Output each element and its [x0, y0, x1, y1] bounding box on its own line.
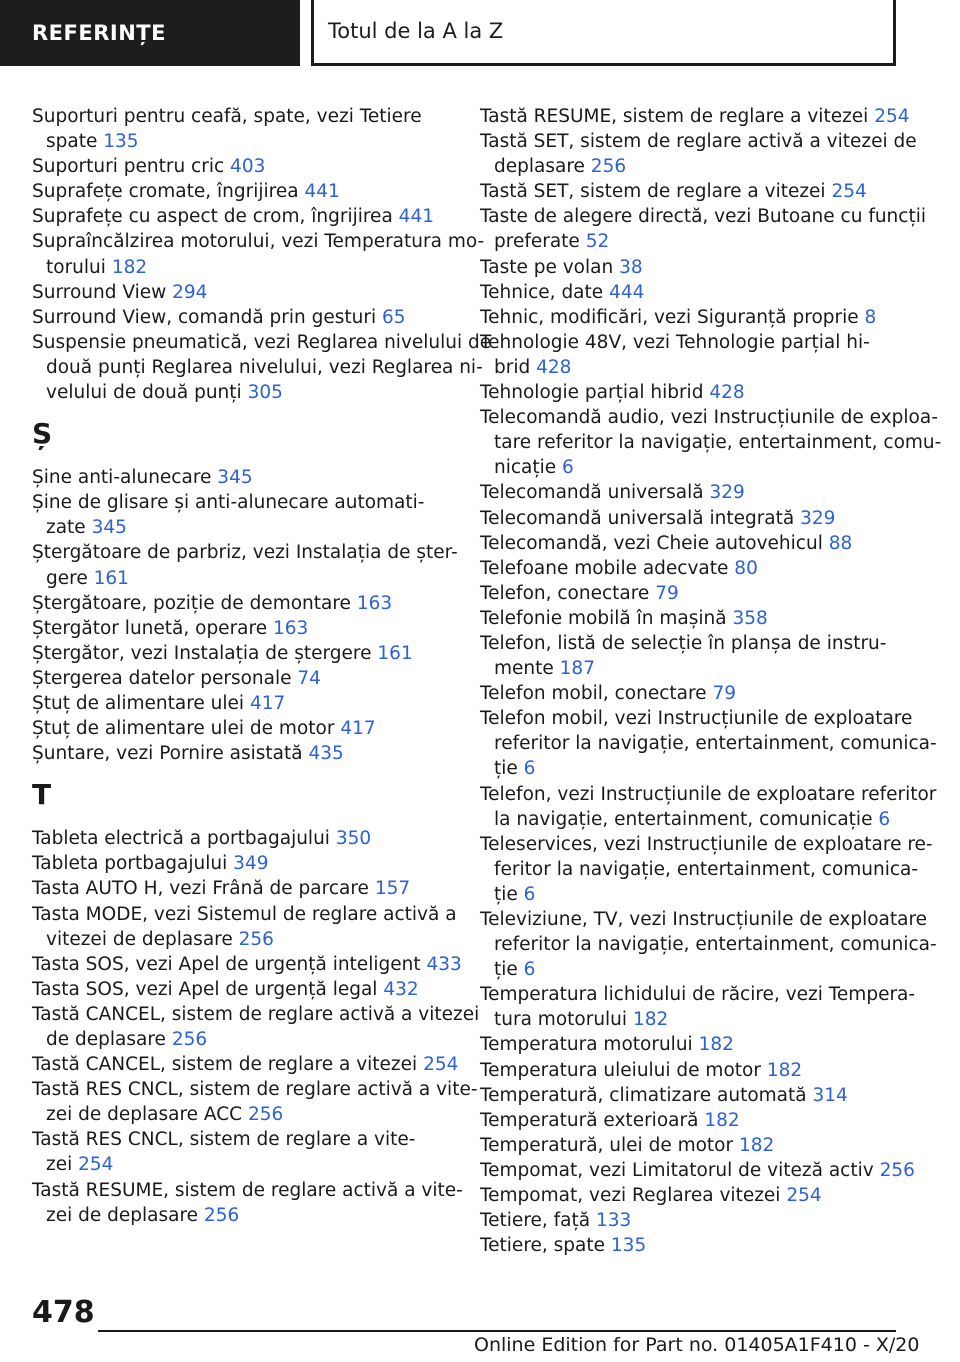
index-entry: [480, 631, 910, 681]
entry-text: Ștergătoare de parbriz, vezi Instalația de șter-: [32, 542, 458, 564]
index-entry: [480, 330, 910, 380]
entry-text: Telefon mobil, vezi Instrucțiunile de exploatare: [480, 708, 913, 730]
page-link[interactable]: 135: [610, 1235, 647, 1257]
entry-text: Telefon, conectare: [480, 582, 650, 604]
entry-text: brid: [494, 356, 531, 378]
index-entry: [32, 540, 458, 590]
page-link[interactable]: 358: [732, 607, 768, 629]
entry-text: Șine de glisare și anti-alunecare automati-: [32, 492, 425, 514]
entry-text: Telecomandă, vezi Cheie autovehicul: [480, 532, 823, 554]
page-link[interactable]: 161: [377, 642, 413, 664]
section-tab: REFERINȚE: [0, 0, 300, 66]
entry-text: Tehnologie parțial hibrid: [480, 382, 704, 404]
index-entry: [480, 506, 910, 531]
entry-text: Tastă RESUME, sistem de reglare a vitezei: [480, 106, 869, 127]
index-entry: [480, 129, 917, 179]
entry-text: Tastă RES CNCL, sistem de reglare a vite-: [32, 1129, 416, 1151]
entry-text: Temperatură, ulei de motor: [480, 1134, 734, 1156]
page-link[interactable]: 80: [734, 557, 758, 579]
entry-text: Tasta AUTO H, vezi Frână de parcare: [32, 878, 369, 900]
index-entry: [480, 581, 910, 606]
entry-text: zei de deplasare: [46, 1204, 199, 1226]
index-entry: [480, 1058, 910, 1083]
entry-text: Tempomat, vezi Reglarea vitezei: [480, 1185, 781, 1207]
page-link[interactable]: 79: [655, 582, 679, 604]
page-link[interactable]: 254: [786, 1185, 822, 1207]
index-entry: [480, 1183, 910, 1208]
entry-text: Telefon, vezi Instrucțiunile de exploatare referitor: [480, 783, 937, 805]
index-entry: [32, 490, 452, 540]
entry-text: Temperatura uleiului de motor: [480, 1059, 761, 1081]
page-link[interactable]: 88: [828, 532, 853, 554]
entry-text: Temperatură exterioară: [480, 1109, 699, 1131]
entry-text: Tehnic, modificări, vezi Siguranță proprie: [480, 306, 859, 328]
page-link[interactable]: 163: [272, 617, 309, 639]
page-link[interactable]: 135: [103, 131, 139, 153]
page-link[interactable]: 161: [93, 567, 129, 589]
index-entry: [480, 982, 916, 1032]
entry-text: Tableta portbagajului: [32, 853, 228, 875]
index-entry: [32, 826, 452, 851]
index-letter-heading: T: [32, 778, 52, 812]
entry-text: Șine anti-alunecare: [32, 467, 212, 489]
index-entry: [32, 1077, 478, 1127]
page-link[interactable]: 432: [383, 978, 419, 1000]
page-link[interactable]: 428: [709, 382, 745, 404]
entry-text: Supraîncălzirea motorului, vezi Temperatura mo-: [32, 231, 485, 253]
index-entry: [32, 691, 452, 716]
index-entry: [480, 280, 910, 305]
entry-text: Suporturi pentru ceafă, spate, vezi Tetiere: [32, 106, 422, 127]
index-entry: [32, 330, 492, 405]
index-entry: [32, 851, 452, 876]
footer-divider: [98, 1330, 896, 1332]
page-link[interactable]: 349: [233, 853, 269, 875]
page-link[interactable]: 256: [247, 1104, 284, 1126]
entry-text: Tasta SOS, vezi Apel de urgență legal: [32, 978, 378, 1000]
entry-text: Tasta MODE, vezi Sistemul de reglare activă a: [32, 903, 457, 925]
page-link[interactable]: 417: [340, 718, 376, 740]
header-title-box: [311, 0, 896, 66]
entry-text: torului: [46, 256, 106, 278]
index-entry: [32, 741, 452, 766]
entry-text: Teleservices, vezi Instrucțiunile de exploatare re-: [480, 833, 933, 855]
index-entry: [480, 1032, 910, 1057]
entry-text: Tetiere, față: [480, 1210, 591, 1232]
page-link[interactable]: 6: [562, 457, 574, 479]
index-entry: [480, 104, 910, 129]
index-entry: [32, 616, 452, 641]
entry-text: Taste pe volan: [480, 256, 614, 278]
entry-text: velului de două punți: [46, 382, 242, 404]
entry-text: spate: [46, 131, 98, 153]
index-entry: [480, 1083, 910, 1108]
page-link[interactable]: 74: [297, 667, 321, 689]
entry-text: Surround View: [32, 281, 167, 303]
entry-text: feritor la navigație, entertainment, comunica-: [494, 858, 919, 880]
index-entry: [480, 1108, 910, 1133]
entry-text: zei de deplasare ACC: [46, 1104, 243, 1126]
index-entry: [480, 782, 937, 832]
page-link[interactable]: 403: [230, 156, 266, 178]
index-entry: [32, 154, 452, 179]
page-link[interactable]: 345: [217, 467, 253, 489]
page-link[interactable]: 254: [874, 106, 910, 127]
page-title: Totul de la A la Z: [328, 19, 504, 43]
entry-text: două punți Reglarea nivelului, vezi Reglarea ni-: [46, 356, 483, 378]
index-entry: [32, 876, 452, 901]
page-link[interactable]: 441: [304, 181, 340, 203]
index-entry: [480, 480, 910, 505]
page-link[interactable]: 8: [864, 306, 877, 328]
page-link[interactable]: 182: [766, 1059, 803, 1081]
page-link[interactable]: 187: [559, 658, 595, 680]
page-link[interactable]: 182: [111, 256, 148, 278]
page-link[interactable]: 133: [596, 1210, 632, 1232]
page-link[interactable]: 428: [536, 356, 572, 378]
index-entry: [32, 902, 457, 952]
entry-text: Tempomat, vezi Limitatorul de viteză activ: [480, 1159, 874, 1181]
page-link[interactable]: 65: [382, 306, 406, 328]
page-link[interactable]: 6: [523, 883, 536, 905]
index-entry: [32, 716, 452, 741]
entry-text: ție: [494, 883, 518, 905]
page-link[interactable]: 329: [800, 507, 836, 529]
page-link[interactable]: 256: [203, 1204, 240, 1226]
index-entry: [480, 1233, 910, 1258]
index-entry: [32, 305, 452, 330]
page-link[interactable]: 182: [632, 1009, 669, 1031]
entry-text: Tastă CANCEL, sistem de reglare a vitezei: [32, 1054, 418, 1076]
index-entry: [480, 531, 910, 556]
index-entry: [32, 666, 452, 691]
footer-edition: Online Edition for Part no. 01405A1F410 - X/20: [474, 1334, 920, 1356]
index-entry: [32, 977, 452, 1002]
index-entry: [480, 1133, 910, 1158]
index-entry: [32, 280, 452, 305]
page-link[interactable]: 256: [171, 1029, 208, 1050]
index-entry: [480, 706, 937, 781]
entry-text: Ștergerea datelor personale: [32, 667, 292, 689]
entry-text: Telefoane mobile adecvate: [480, 557, 729, 579]
entry-text: Tastă SET, sistem de reglare a vitezei: [480, 181, 826, 203]
index-entry: [32, 465, 452, 490]
page-link[interactable]: 6: [878, 808, 891, 830]
page-number: 478: [32, 1295, 95, 1330]
entry-text: Temperatura motorului: [480, 1034, 693, 1056]
index-entry: [480, 681, 910, 706]
entry-text: referitor la navigație, entertainment, comunica-: [494, 934, 937, 956]
index-entry: [480, 606, 910, 631]
entry-text: Temperatură, climatizare automată: [480, 1084, 807, 1106]
index-entry: [32, 1178, 463, 1228]
entry-text: Taste de alegere directă, vezi Butoane cu funcții: [480, 206, 926, 228]
page-link[interactable]: 256: [879, 1159, 915, 1181]
index-entry: [480, 179, 910, 204]
entry-text: Ștuț de alimentare ulei de motor: [32, 718, 335, 740]
entry-text: Telecomandă universală integrată: [480, 507, 795, 529]
page-link[interactable]: 314: [812, 1084, 848, 1106]
page-link[interactable]: 52: [585, 231, 610, 253]
entry-text: zei: [46, 1154, 73, 1176]
entry-text: preferate: [494, 231, 580, 253]
page-link[interactable]: 435: [308, 743, 344, 765]
entry-text: gere: [46, 567, 88, 589]
index-entry: [480, 832, 933, 907]
entry-text: Telecomandă audio, vezi Instrucțiunile de exploa-: [480, 407, 938, 429]
entry-text: tura motorului: [494, 1009, 628, 1031]
index-entry: [32, 229, 485, 279]
page-link[interactable]: 163: [356, 592, 393, 614]
entry-text: mente: [494, 658, 554, 680]
index-entry: [32, 1052, 459, 1077]
index-entry: [480, 380, 910, 405]
page-link[interactable]: 79: [712, 683, 736, 705]
index-entry: [480, 305, 910, 330]
entry-text: Ștergător, vezi Instalația de ștergere: [32, 642, 372, 664]
index-column-right: [480, 104, 942, 1258]
entry-text: Suprafețe cromate, îngrijirea: [32, 181, 299, 203]
page-link[interactable]: 182: [704, 1109, 740, 1131]
index-entry: [32, 1127, 452, 1177]
entry-text: Suprafețe cu aspect de crom, îngrijirea: [32, 206, 393, 228]
page-link[interactable]: 254: [831, 181, 867, 203]
page-link[interactable]: 256: [238, 928, 274, 950]
page-link[interactable]: 417: [249, 692, 286, 714]
entry-text: Ștuț de alimentare ulei: [32, 692, 245, 714]
entry-text: Ștergătoare, poziție de demontare: [32, 592, 351, 614]
page-link[interactable]: 157: [374, 878, 411, 900]
index-entry: [32, 204, 452, 229]
page-link[interactable]: 294: [172, 281, 208, 303]
entry-text: referitor la navigație, entertainment, comunica-: [494, 733, 937, 755]
entry-text: Tehnice, date: [480, 281, 604, 303]
entry-text: Șuntare, vezi Pornire asistată: [32, 743, 303, 765]
entry-text: Telefon, listă de selecție în planșa de instru-: [480, 632, 887, 654]
index-entry: [32, 591, 452, 616]
page-link[interactable]: 256: [590, 156, 627, 178]
entry-text: Tasta SOS, vezi Apel de urgență inteligent: [32, 953, 421, 975]
entry-text: ție: [494, 758, 518, 780]
page-link[interactable]: 254: [78, 1154, 114, 1176]
entry-text: la navigație, entertainment, comunicație: [494, 808, 873, 830]
entry-text: nicație: [494, 457, 557, 479]
index-entry: [32, 179, 452, 204]
entry-text: Tastă CANCEL, sistem de reglare activă a vitezei: [32, 1003, 480, 1025]
entry-text: Televiziune, TV, vezi Instrucțiunile de exploatare: [480, 909, 928, 930]
entry-text: Temperatura lichidului de răcire, vezi Tempera-: [480, 984, 916, 1006]
page-link[interactable]: 182: [739, 1134, 775, 1156]
page-link[interactable]: 6: [523, 959, 536, 981]
entry-text: zate: [46, 517, 86, 539]
entry-text: Tastă RESUME, sistem de reglare activă a vite-: [32, 1179, 463, 1201]
entry-text: Tastă SET, sistem de reglare activă a vitezei de: [480, 131, 917, 153]
page-link[interactable]: 441: [398, 206, 434, 228]
page-link[interactable]: 444: [609, 281, 645, 303]
index-entry: [32, 952, 462, 977]
page-link[interactable]: 433: [426, 953, 462, 975]
page-link[interactable]: 329: [709, 482, 745, 504]
entry-text: tare referitor la navigație, entertainment, comu-: [494, 432, 942, 454]
entry-text: Tetiere, spate: [480, 1235, 606, 1257]
page-link[interactable]: 6: [523, 758, 536, 780]
index-entry: [32, 104, 452, 154]
page-link[interactable]: 350: [335, 828, 372, 850]
entry-text: Tableta electrică a portbagajului: [32, 828, 330, 850]
page-link[interactable]: 38: [619, 256, 643, 278]
entry-text: Telecomandă universală: [480, 482, 704, 504]
entry-text: Suporturi pentru cric: [32, 156, 225, 178]
index-letter-heading: Ș: [32, 417, 53, 451]
entry-text: Tastă RES CNCL, sistem de reglare activă a vite-: [32, 1079, 478, 1101]
index-entry: [480, 204, 926, 254]
index-entry: [480, 1158, 915, 1183]
entry-text: deplasare: [494, 156, 585, 178]
entry-text: Tehnologie 48V, vezi Tehnologie parțial hi-: [480, 331, 870, 353]
entry-text: Ștergător lunetă, operare: [32, 617, 268, 639]
entry-text: vitezei de deplasare: [46, 928, 233, 950]
index-entry: [480, 255, 910, 280]
index-entry: [480, 907, 937, 982]
index-entry: [480, 405, 942, 480]
index-entry: [480, 1208, 910, 1233]
index-entry: [32, 1002, 480, 1052]
page-link[interactable]: 305: [247, 382, 283, 404]
index-column-left: [32, 104, 492, 1228]
entry-text: Telefonie mobilă în mașină: [480, 607, 727, 629]
page-header: [0, 0, 960, 66]
entry-text: ție: [494, 959, 518, 981]
entry-text: de deplasare: [46, 1029, 166, 1050]
entry-text: Telefon mobil, conectare: [480, 683, 707, 705]
index-entry: [480, 556, 910, 581]
page-link[interactable]: 254: [423, 1054, 459, 1076]
page-link[interactable]: 182: [698, 1034, 734, 1056]
entry-text: Suspensie pneumatică, vezi Reglarea nivelului de: [32, 331, 492, 353]
entry-text: Surround View, comandă prin gesturi: [32, 306, 377, 328]
page-link[interactable]: 345: [91, 517, 127, 539]
index-entry: [32, 641, 452, 666]
